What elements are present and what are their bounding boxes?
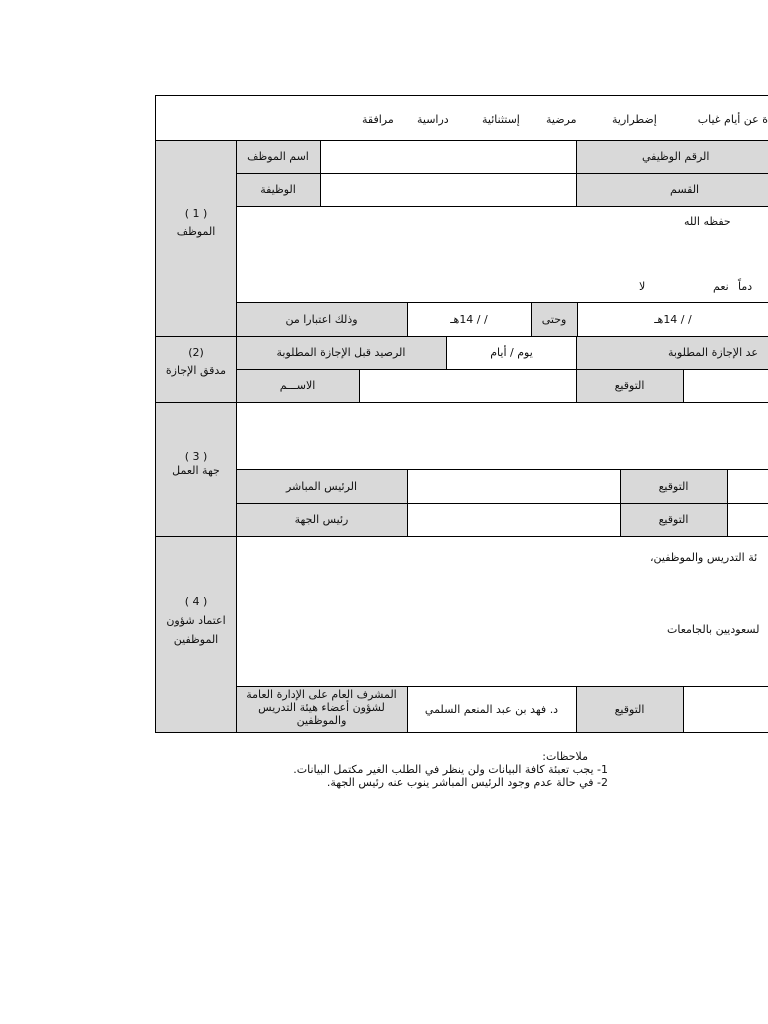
note-1: 1- يجب تعبئة كافة البيانات ولن ينظر في الطلب الغير مكتمل البيانات. <box>293 763 608 776</box>
checker-signature-label: التوقيع <box>614 379 645 392</box>
leave-type-exceptional[interactable]: إستثنائية <box>482 113 520 126</box>
notes-heading: ملاحظات: <box>542 750 588 763</box>
frame-top-border <box>155 95 768 96</box>
leave-type-emergency[interactable]: إضطرارية <box>612 113 657 126</box>
job-label: الوظيفة <box>260 183 296 196</box>
section2-title: مدقق الإجازة <box>165 364 227 377</box>
notes-block <box>240 750 608 789</box>
day-days-field[interactable]: يوم / أيام <box>490 346 533 359</box>
section3-heading <box>156 448 236 480</box>
checker-name-field[interactable] <box>360 370 576 402</box>
section1-number: ( 1 ) <box>184 207 208 220</box>
employee-name-label: اسم الموظف <box>247 150 309 163</box>
head-label: رئيس الجهة <box>294 513 349 526</box>
date-to-field[interactable]: / / 14هـ <box>654 312 692 326</box>
job-field[interactable] <box>321 174 576 206</box>
supervisor-signature-field[interactable] <box>684 687 768 732</box>
balance-after-label: عد الإجازة المطلوبة <box>668 346 758 359</box>
section3-title: جهة العمل <box>172 464 220 477</box>
approval-text-line2: لسعوديين بالجامعات <box>667 623 760 636</box>
vline <box>576 140 577 206</box>
supervisor-signature-label: التوقيع <box>614 703 645 716</box>
section3-number: ( 3 ) <box>184 450 208 463</box>
supervisor-label-line3: والموظفين <box>296 714 347 727</box>
direct-manager-signature-field[interactable] <box>728 470 768 503</box>
department-label: القسم <box>670 183 700 196</box>
supervisor-label-line1: المشرف العام على الإدارة العامة <box>246 688 397 701</box>
leave-type-sick[interactable]: مرضية <box>546 113 577 126</box>
direct-manager-field[interactable] <box>408 470 620 503</box>
leave-type-study[interactable]: دراسية <box>417 113 449 126</box>
date-from-field[interactable]: / / 14هـ <box>450 312 488 326</box>
approval-text-line1: ئة التدريس والموظفين، <box>650 551 758 564</box>
head-signature-label: التوقيع <box>658 513 689 526</box>
leave-type-title: ة عن أيام غياب <box>697 113 768 126</box>
checker-name-label: الاســـم <box>279 379 316 392</box>
until-label: وحتى <box>541 312 567 326</box>
section2-number: (2) <box>188 346 204 359</box>
section4-title-line2: الموظفين <box>173 633 219 646</box>
head-field[interactable] <box>408 504 620 536</box>
work-notes-area[interactable] <box>237 403 768 469</box>
section2-heading <box>156 344 236 380</box>
employee-number-label: الرقم الوظيفي <box>642 150 710 163</box>
balance-before-label: الرصيد قبل الإجازة المطلوبة <box>276 346 406 359</box>
checker-signature-field[interactable] <box>684 370 768 402</box>
leave-type-escort[interactable]: مرافقة <box>362 113 394 126</box>
hline <box>236 206 768 207</box>
employee-name-field[interactable] <box>321 141 576 173</box>
section4-number: ( 4 ) <box>184 595 208 608</box>
section1-heading <box>156 205 236 241</box>
direct-manager-signature-label: التوقيع <box>658 479 689 493</box>
direct-manager-label: الرئيس المباشر <box>285 479 358 493</box>
section4-heading <box>156 592 236 649</box>
section1-title: الموظف <box>176 225 216 238</box>
supervisor-label <box>236 686 407 733</box>
hline <box>156 536 768 537</box>
yes-option[interactable]: نعم <box>713 280 729 293</box>
head-signature-field[interactable] <box>728 504 768 536</box>
from-label: وذلك اعتبارا من <box>285 312 358 326</box>
supervisor-label-line2: لشؤون أعضاء هيئة التدريس <box>258 701 385 714</box>
supervisor-name: د. فهد بن عبد المنعم السلمي <box>424 703 559 716</box>
greeting-text: حفظه الله <box>684 215 731 228</box>
section4-title-line1: اعتماد شؤون <box>166 614 226 627</box>
yes-partial-text: دماً <box>738 280 753 293</box>
note-2: 2- في حالة عدم وجود الرئيس المباشر ينوب عنه رئيس الجهة. <box>326 776 608 789</box>
no-option[interactable]: لا <box>639 280 646 293</box>
